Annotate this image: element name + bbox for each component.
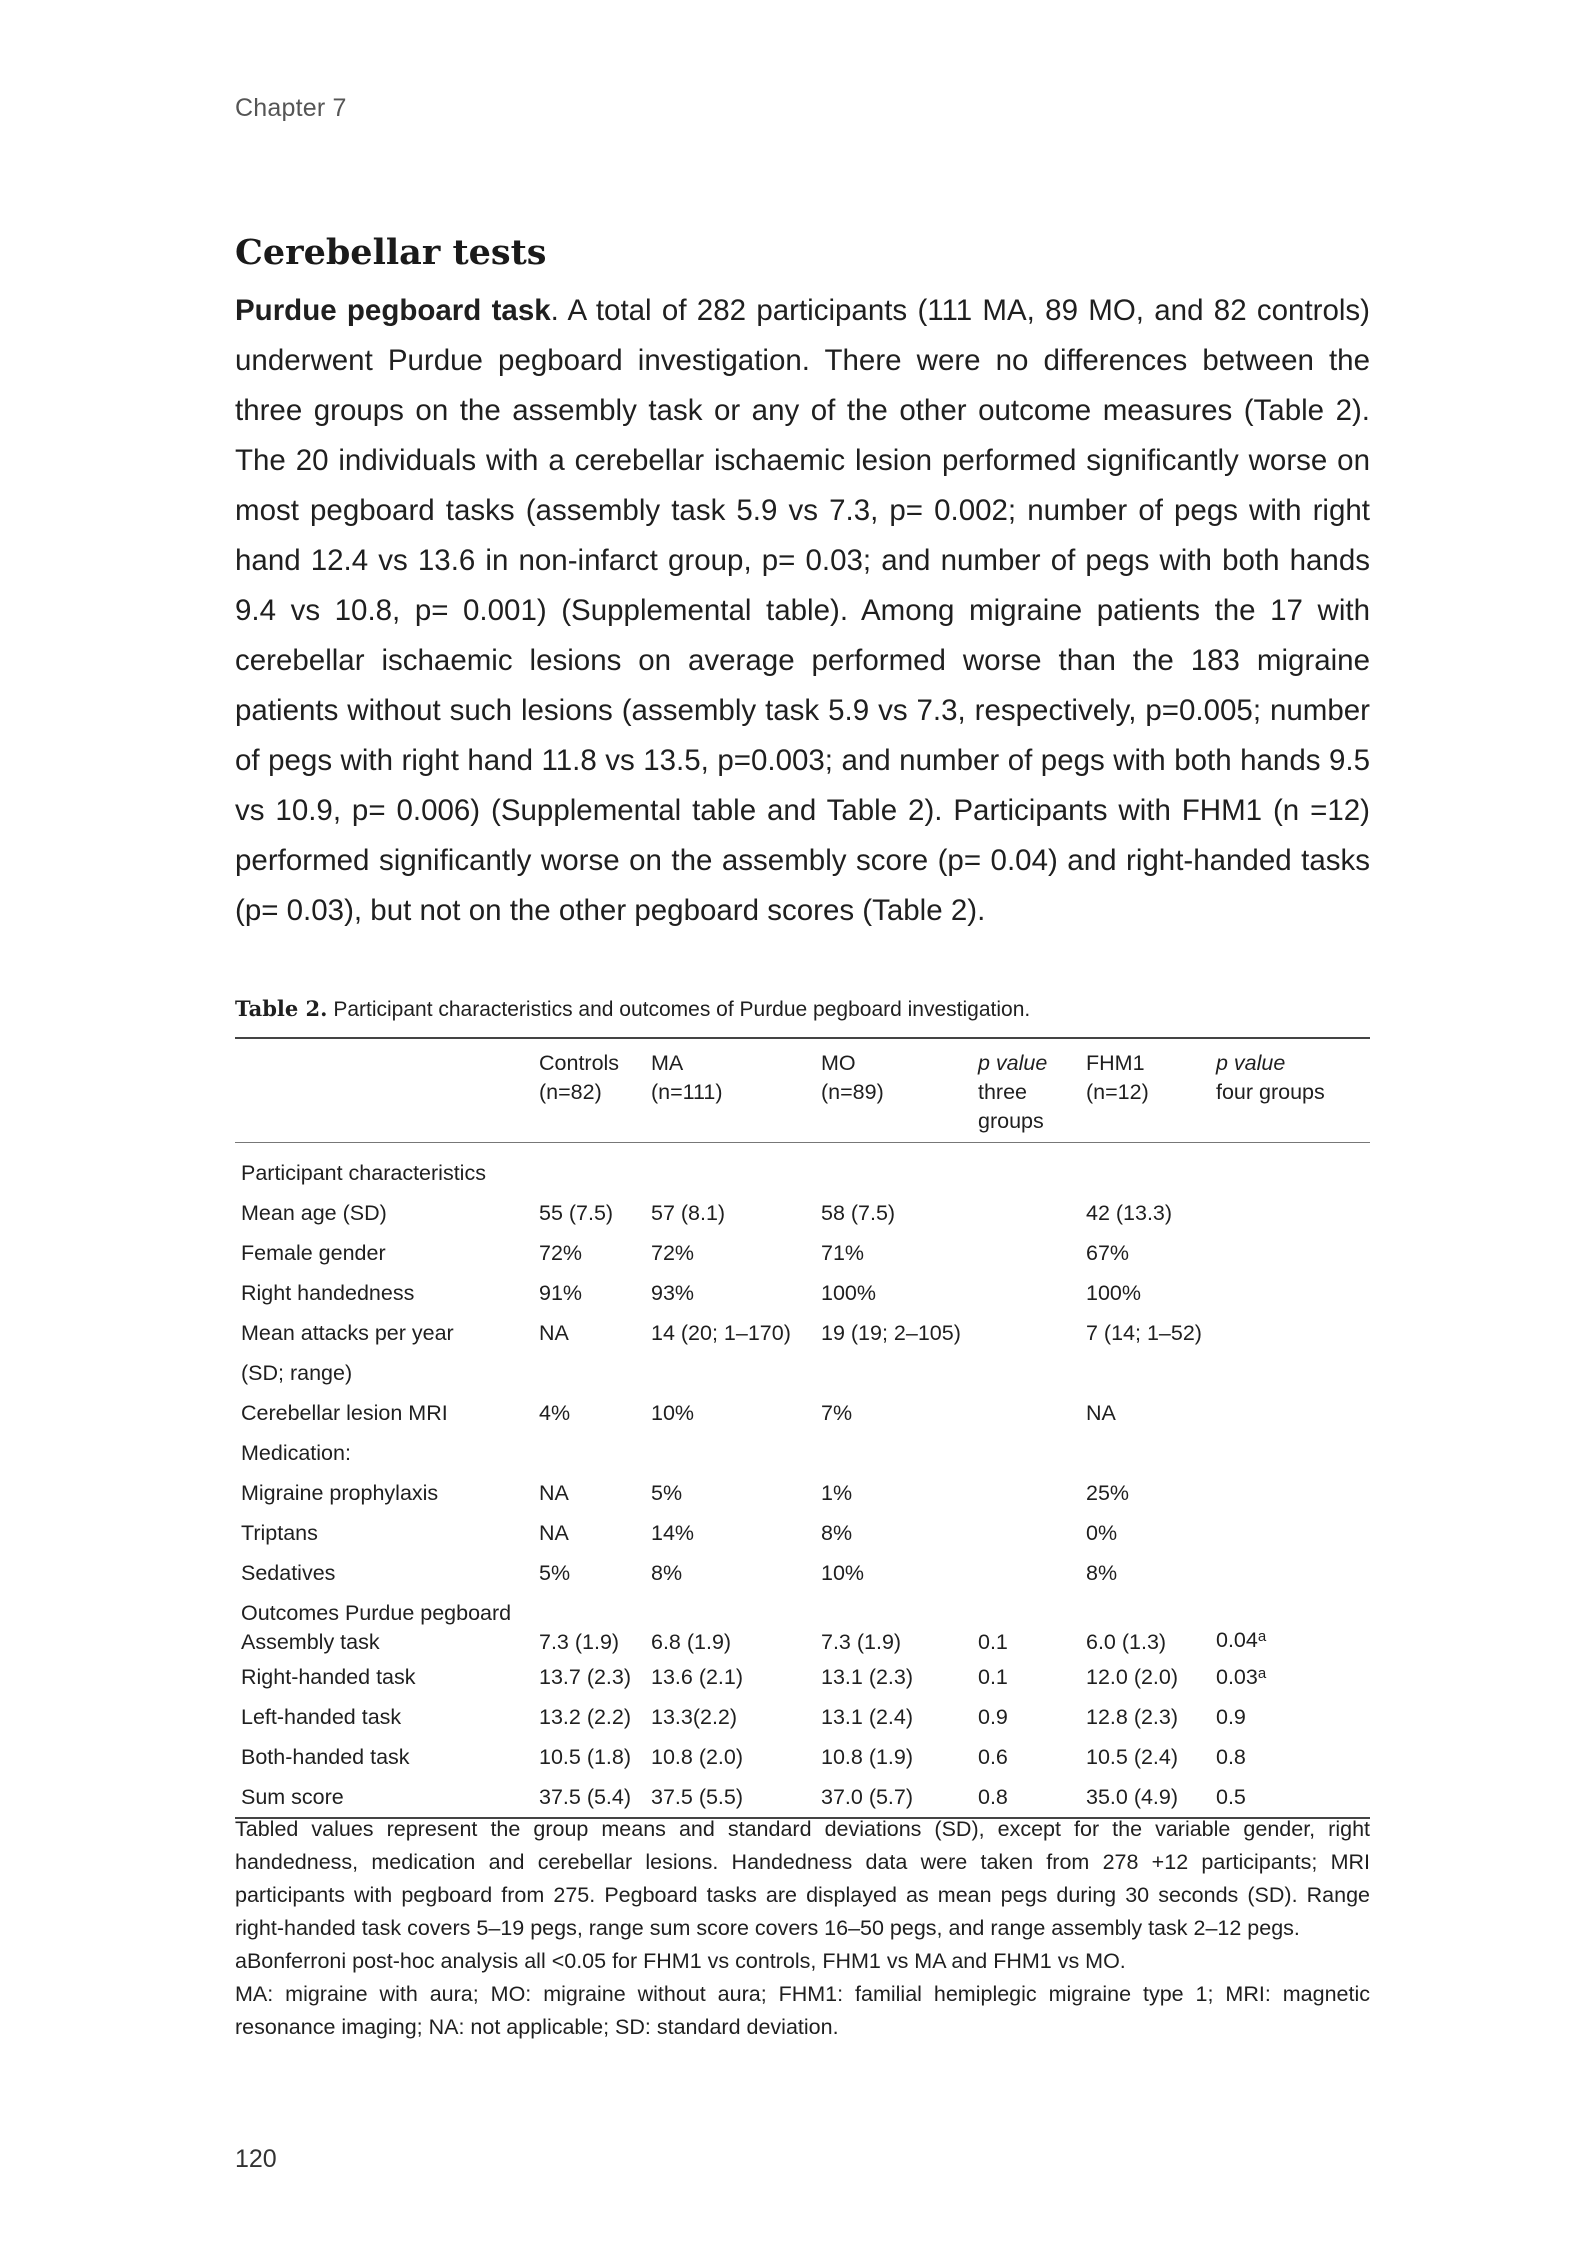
- table-row: [235, 1393, 1370, 1433]
- cell-p4: [1210, 1393, 1370, 1433]
- cell-p3: 0.6: [978, 1744, 1008, 1769]
- cell-fhm1: 42 (13.3): [1086, 1200, 1173, 1225]
- cell-p3: [972, 1473, 1080, 1513]
- cell-p4: [1210, 1473, 1370, 1513]
- cell-p3: [972, 1273, 1080, 1313]
- row-group-label: Medication:: [241, 1440, 351, 1465]
- row-label: Mean age (SD): [241, 1200, 387, 1225]
- cell-p4: [1210, 1193, 1370, 1233]
- row-label: Sum score: [235, 1777, 533, 1818]
- table-row: [235, 1433, 1370, 1473]
- cell-ma: 57 (8.1): [651, 1200, 726, 1225]
- cell-fhm1: NA: [1086, 1400, 1116, 1425]
- cell-controls: 5%: [539, 1560, 571, 1585]
- cell-p4: 0.03$^a$: [1216, 1664, 1267, 1689]
- table-row: [235, 1657, 1370, 1697]
- cell-mo: 13.1 (2.4): [821, 1704, 914, 1729]
- table-row: [235, 1697, 1370, 1737]
- table-row: [235, 1473, 1370, 1513]
- table-row: [235, 1553, 1370, 1593]
- cell-ma: 6.8 (1.9): [651, 1630, 732, 1654]
- cell-controls: 55 (7.5): [539, 1200, 614, 1225]
- cell-p4: 0.04$^a$: [1216, 1628, 1267, 1652]
- cell-mo: 13.1 (2.3): [821, 1664, 914, 1689]
- cell-p3: 0.1: [978, 1630, 1008, 1654]
- row-group-label: Participant characteristics: [241, 1160, 486, 1185]
- cell-controls: NA: [539, 1480, 569, 1505]
- cell-p4: [1210, 1233, 1370, 1273]
- abbreviations-note: MA: migraine with aura; MO: migraine without aura; FHM1: familial hemiplegic migraine type 1; MRI: magnetic resonance imaging; NA: not applicable; SD: standard deviation.: [235, 1982, 1370, 2039]
- cell-ma: 14 (20; 1–170): [651, 1320, 791, 1345]
- table-row: [235, 1737, 1370, 1777]
- row-label: Mean attacks per year: [241, 1320, 454, 1345]
- cell-fhm1: 6.0 (1.3): [1086, 1630, 1167, 1654]
- cell-p4: 0.9: [1216, 1704, 1246, 1729]
- table-row: [235, 1313, 1370, 1353]
- results-table: [235, 1037, 1370, 1819]
- table-row: [235, 1513, 1370, 1553]
- cell-p3: 0.1: [978, 1664, 1008, 1689]
- cell-mo: 10%: [821, 1560, 865, 1585]
- row-label-continuation: (SD; range): [241, 1360, 353, 1385]
- cell-controls: 72%: [539, 1240, 583, 1265]
- cell-mo: 8%: [821, 1520, 853, 1545]
- cell-fhm1: 10.5 (2.4): [1086, 1744, 1179, 1769]
- cell-mo: 7.3 (1.9): [821, 1630, 902, 1654]
- row-label: Both-handed task: [241, 1744, 410, 1769]
- page-number: 120: [235, 2145, 277, 2173]
- table-row: [235, 1273, 1370, 1313]
- table-note: Tabled values represent the group means and standard deviations (SD), except for the variable gender, right handedness, medication and cerebellar lesions. Handedness data were taken from 278 +12 participants; MRI participants with pegboard from 275. Pegboard tasks are displayed as mean pegs during 30 seconds (SD). Range right-handed task covers 5–19 pegs, range sum score covers 16–50 pegs, and range assembly task 2–12 pegs.: [235, 1817, 1370, 1940]
- section-heading: Cerebellar tests: [235, 232, 547, 273]
- cell-fhm1: 12.0 (2.0): [1086, 1664, 1179, 1689]
- cell-ma: 13.3(2.2): [651, 1704, 738, 1729]
- cell-controls: 13.2 (2.2): [539, 1704, 632, 1729]
- paragraph-lead: Purdue pegboard task: [235, 294, 551, 327]
- row-label: Cerebellar lesion MRI: [241, 1400, 448, 1425]
- cell-fhm1: 7 (14; 1–52): [1086, 1320, 1202, 1345]
- cell-p3: [972, 1553, 1080, 1593]
- footnote-marker: a: [1257, 1628, 1267, 1645]
- cell-p4: [1210, 1313, 1370, 1353]
- cell-fhm1: 12.8 (2.3): [1086, 1704, 1179, 1729]
- cell-p4: 0.8: [1216, 1744, 1246, 1769]
- cell-ma: 37.5 (5.5): [645, 1777, 815, 1818]
- cell-controls: NA: [539, 1520, 569, 1545]
- header-mo: MO (n=89): [815, 1038, 972, 1143]
- table-row: [235, 1193, 1370, 1233]
- cell-ma: 8%: [651, 1560, 683, 1585]
- cell-controls: 7.3 (1.9): [539, 1630, 620, 1654]
- header-fhm1: FHM1 (n=12): [1080, 1038, 1210, 1143]
- cell-p4: 0.5: [1210, 1777, 1370, 1818]
- table-header-row: [235, 1038, 1370, 1143]
- cell-p4: [1210, 1513, 1370, 1553]
- table-notes: [235, 1813, 1370, 2044]
- cell-mo: 58 (7.5): [821, 1200, 896, 1225]
- cell-mo: 7%: [821, 1400, 853, 1425]
- header-p-three-groups: p value three groups: [972, 1038, 1080, 1143]
- row-label: Right-handed task: [241, 1664, 416, 1689]
- table-row: [235, 1353, 1370, 1393]
- cell-mo: 100%: [821, 1280, 876, 1305]
- cell-p4: [1210, 1273, 1370, 1313]
- cell-ma: 13.6 (2.1): [651, 1664, 744, 1689]
- table-caption: [235, 996, 1370, 1022]
- row-label: [235, 1593, 533, 1657]
- cell-controls: 13.7 (2.3): [539, 1664, 632, 1689]
- cell-ma: 5%: [651, 1480, 683, 1505]
- cell-p3: [972, 1313, 1080, 1353]
- table-row: [235, 1593, 1370, 1657]
- table-row: [235, 1777, 1370, 1818]
- row-label: Female gender: [241, 1240, 386, 1265]
- cell-mo: 71%: [821, 1240, 865, 1265]
- row-label: Left-handed task: [241, 1704, 402, 1729]
- cell-p3: 0.8: [972, 1777, 1080, 1818]
- table-caption-text: Participant characteristics and outcomes of Purdue pegboard investigation.: [327, 998, 1031, 1021]
- header-controls: Controls (n=82): [533, 1038, 645, 1143]
- cell-fhm1: 100%: [1086, 1280, 1141, 1305]
- cell-controls: 4%: [539, 1400, 571, 1425]
- cell-mo: 19 (19; 2–105): [821, 1320, 961, 1345]
- cell-p3: [972, 1193, 1080, 1233]
- cell-p3: [972, 1393, 1080, 1433]
- cell-controls: 91%: [539, 1280, 583, 1305]
- cell-fhm1: 25%: [1086, 1480, 1130, 1505]
- cell-fhm1: 0%: [1086, 1520, 1118, 1545]
- cell-p3: [972, 1233, 1080, 1273]
- body-paragraph: [235, 286, 1370, 936]
- cell-fhm1: 67%: [1086, 1240, 1130, 1265]
- row-label: Migraine prophylaxis: [241, 1480, 439, 1505]
- cell-controls: 37.5 (5.4): [533, 1777, 645, 1818]
- table-footnote: aBonferroni post-hoc analysis all <0.05 for FHM1 vs controls, FHM1 vs MA and FHM1 vs MO.: [235, 1949, 1126, 1973]
- cell-ma: 14%: [651, 1520, 695, 1545]
- row-group-label: Outcomes Purdue pegboard: [241, 1601, 512, 1625]
- row-label: Right handedness: [241, 1280, 415, 1305]
- cell-p4: [1210, 1553, 1370, 1593]
- cell-mo: 37.0 (5.7): [815, 1777, 972, 1818]
- cell-mo: 1%: [821, 1480, 853, 1505]
- header-ma: MA (n=111): [645, 1038, 815, 1143]
- cell-mo: 10.8 (1.9): [821, 1744, 914, 1769]
- cell-fhm1: 35.0 (4.9): [1080, 1777, 1210, 1818]
- table-row: [235, 1233, 1370, 1273]
- running-head: Chapter 7: [235, 94, 347, 122]
- row-label: Sedatives: [241, 1560, 336, 1585]
- header-blank: [235, 1038, 533, 1143]
- table-caption-label: Table 2.: [235, 996, 328, 1021]
- cell-ma: 72%: [651, 1240, 695, 1265]
- cell-p3: [972, 1513, 1080, 1553]
- cell-controls: NA: [539, 1320, 569, 1345]
- cell-ma: 10%: [651, 1400, 695, 1425]
- row-label-text: Assembly task: [241, 1630, 380, 1654]
- row-label: Triptans: [241, 1520, 318, 1545]
- cell-ma: 93%: [651, 1280, 695, 1305]
- footnote-marker: a: [1257, 1664, 1267, 1682]
- table-row: [235, 1143, 1370, 1194]
- header-p-four-groups: p value four groups: [1210, 1038, 1370, 1143]
- paragraph-text: . A total of 282 participants (111 MA, 89 MO, and 82 controls) underwent Purdue pegboard investigation. There were no differences between the three groups on the assembly task or any of the other outcome measures (Table 2). The 20 individuals with a cerebellar ischaemic lesion performed significantly worse on most pegboard tasks (assembly task 5.9 vs 7.3, p= 0.002; number of pegs with right hand 12.4 vs 13.6 in non-infarct group, p= 0.03; and number of pegs with both hands 9.4 vs 10.8, p= 0.001) (Supplemental table). Among migraine patients the 17 with cerebellar ischaemic lesions on average performed worse than the 183 migraine patients without such lesions (assembly task 5.9 vs 7.3, respectively, p=0.005; number of pegs with right hand 11.8 vs 13.5, p=0.003; and number of pegs with both hands 9.5 vs 10.9, p= 0.006) (Supplemental table and Table 2). Participants with FHM1 (n =12) performed significantly worse on the assembly score (p= 0.04) and right-handed tasks (p= 0.03), but not on the other pegboard scores (Table 2).: [235, 294, 1371, 927]
- cell-p3: 0.9: [978, 1704, 1008, 1729]
- cell-fhm1: 8%: [1086, 1560, 1118, 1585]
- cell-controls: 10.5 (1.8): [539, 1744, 632, 1769]
- cell-ma: 10.8 (2.0): [651, 1744, 744, 1769]
